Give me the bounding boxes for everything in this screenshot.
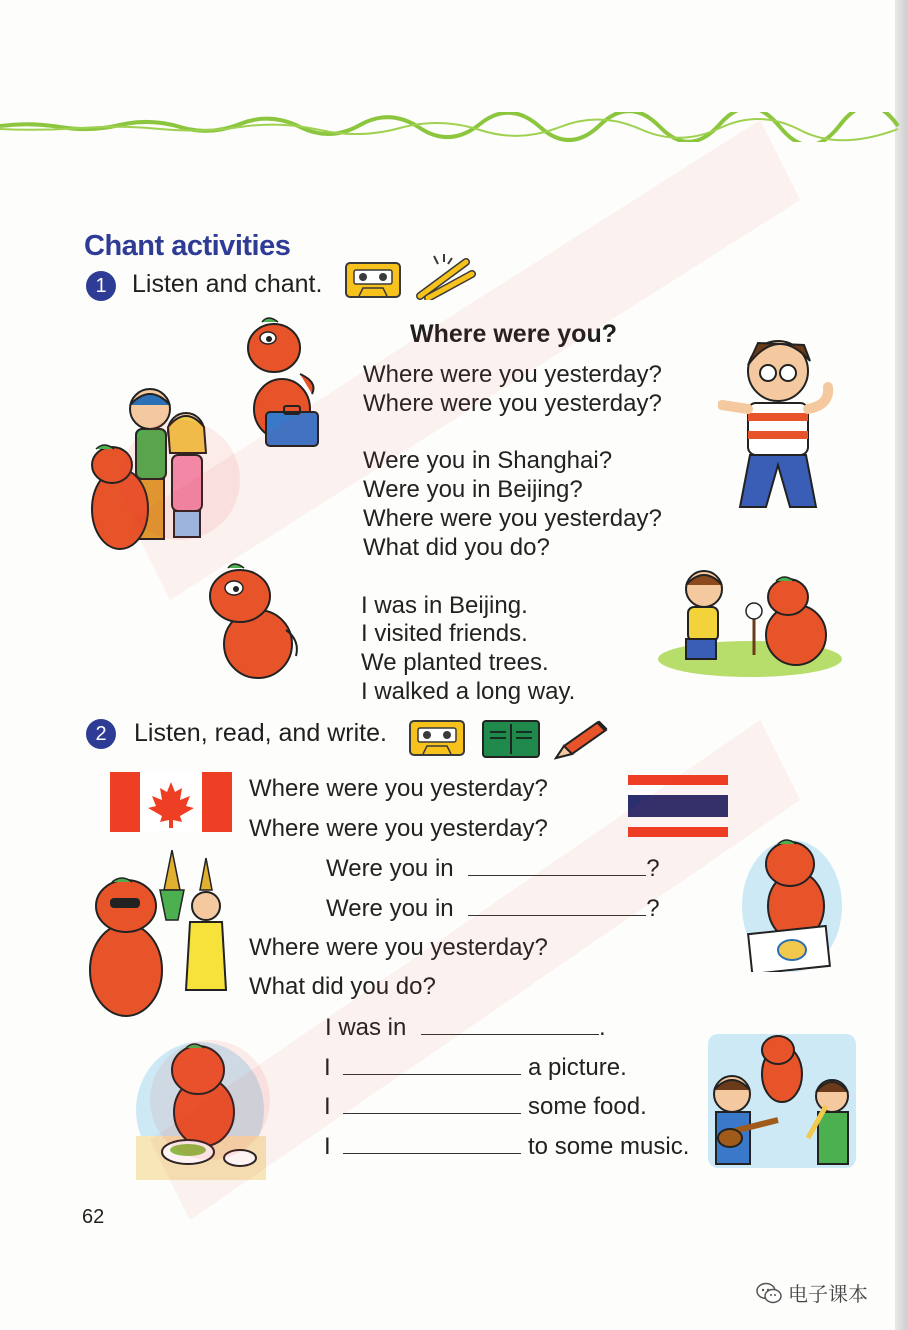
line-text: I: [324, 1133, 331, 1160]
green-divider-line: [0, 112, 900, 142]
page-edge: [895, 0, 907, 1330]
planting-trees-illustration: [658, 565, 842, 677]
boy-with-glasses-illustration: [718, 325, 842, 523]
answer-blank[interactable]: [343, 1132, 521, 1154]
chant-line: Where were you yesterday?: [363, 505, 662, 532]
cassette-icon: [345, 262, 401, 298]
chant-line: I visited friends.: [361, 620, 528, 647]
section-title: Chant activities: [84, 230, 291, 262]
chopsticks-icon: [414, 252, 476, 300]
footer-watermark: [756, 1278, 868, 1307]
pencil-icon: [552, 718, 610, 762]
line-text: Were you in: [326, 895, 454, 922]
exercise-line: Where were you yesterday?: [249, 934, 548, 961]
dinosaur-eating-food-illustration: [136, 1040, 266, 1180]
question-mark: ?: [646, 895, 660, 922]
cassette-icon: [409, 720, 465, 756]
book-icon: [482, 720, 540, 758]
question-mark: ?: [646, 855, 660, 882]
line-text: a picture.: [528, 1054, 627, 1081]
period: .: [599, 1014, 606, 1041]
thailand-flag-icon: [628, 775, 728, 839]
dinosaur-with-briefcase-illustration: [238, 314, 328, 454]
line-text: I: [324, 1093, 331, 1120]
chant-line: Where were you yesterday?: [363, 361, 662, 388]
fill-in-line: [324, 1092, 647, 1121]
answer-blank[interactable]: [343, 1053, 521, 1075]
chant-line: We planted trees.: [361, 649, 549, 676]
children-with-dinosaur-illustration: [86, 383, 220, 561]
wechat-icon: [756, 1282, 782, 1304]
chant-line: Where were you yesterday?: [363, 390, 662, 417]
line-text: I was in: [325, 1014, 407, 1041]
activity-instruction: Listen, read, and write.: [134, 719, 387, 747]
answer-blank[interactable]: [468, 854, 646, 876]
line-text: I: [324, 1054, 331, 1081]
answer-blank[interactable]: [468, 894, 646, 916]
fill-in-line: [326, 894, 660, 923]
chant-line: Were you in Beijing?: [363, 476, 583, 503]
fill-in-line: [325, 1013, 606, 1042]
dinosaur-with-thai-dancer-illustration: [82, 850, 228, 1020]
activity-instruction: Listen and chant.: [132, 270, 323, 298]
sitting-dinosaur-illustration: [200, 560, 304, 682]
fill-in-line: [324, 1053, 627, 1082]
children-playing-music-illustration: [708, 1034, 856, 1168]
canada-flag-icon: [110, 772, 232, 832]
footer-text: 电子课本: [788, 1284, 868, 1306]
dinosaur-painting-illustration: [742, 836, 842, 972]
chant-line: I walked a long way.: [361, 678, 576, 705]
page-number: 62: [82, 1206, 105, 1228]
answer-blank[interactable]: [421, 1013, 599, 1035]
chant-line: Were you in Shanghai?: [363, 447, 613, 474]
line-text: Were you in: [326, 855, 454, 882]
activity-number-badge: 1: [86, 271, 116, 301]
activity-number-badge: 2: [86, 719, 116, 749]
exercise-line: Where were you yesterday?: [249, 815, 548, 842]
fill-in-line: [326, 854, 660, 883]
chant-line: I was in Beijing.: [361, 592, 528, 619]
chant-line: What did you do?: [363, 534, 550, 561]
line-text: to some music.: [528, 1133, 690, 1160]
chant-title: Where were you?: [410, 320, 617, 348]
fill-in-line: [324, 1132, 689, 1161]
line-text: some food.: [528, 1093, 647, 1120]
answer-blank[interactable]: [343, 1092, 521, 1114]
exercise-line: Where were you yesterday?: [249, 775, 548, 802]
exercise-line: What did you do?: [249, 973, 436, 1000]
